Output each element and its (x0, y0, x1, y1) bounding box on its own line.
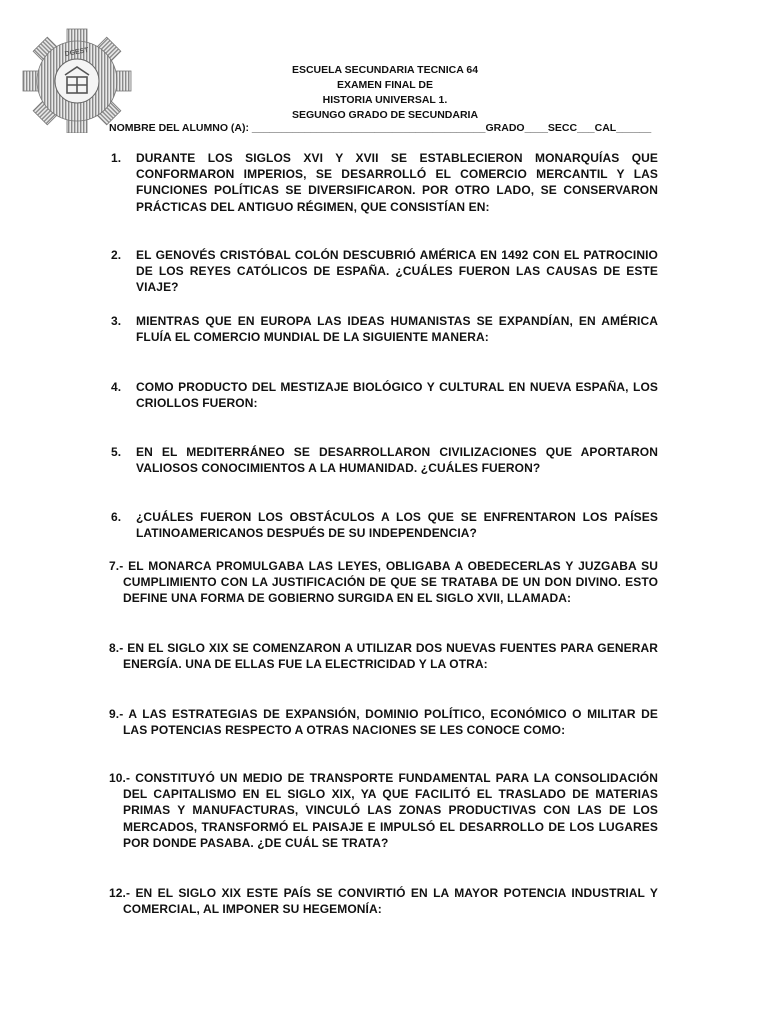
question-text: MIENTRAS QUE EN EUROPA LAS IDEAS HUMANISTAS SE EXPANDÍAN, EN AMÉRICA FLUÍA EL COMERCIO MUNDIAL DE LA SIGUIENTE MANERA: (136, 314, 658, 345)
question-text: COMO PRODUCTO DEL MESTIZAJE BIOLÓGICO Y CULTURAL EN NUEVA ESPAÑA, LOS CRIOLLOS FUERON: (136, 380, 658, 411)
question-12 (109, 885, 658, 917)
subject-title: HISTORIA UNIVERSAL 1. (322, 94, 448, 106)
question-number: 4. (111, 380, 122, 394)
question-3 (111, 313, 658, 345)
question-5 (111, 444, 658, 476)
school-name: ESCUELA SECUNDARIA TECNICA 64 (291, 64, 479, 76)
question-8 (109, 640, 658, 672)
question-10 (109, 770, 658, 851)
question-text: DURANTE LOS SIGLOS XVI Y XVII SE ESTABLECIERON MONARQUÍAS QUE CONFORMARON IMPERIOS, SE DESARROLLÓ EL COMERCIO MERCANTIL Y LAS FUNCIONES POLÍTICAS SE DIVERSIFICARON. POR OTRO LADO, SE CONSERVARON PRÁCTICAS DEL ANTIGUO RÉGIMEN, QUE CONSISTÍAN EN: (136, 151, 658, 214)
question-text: EN EL SIGLO XIX SE COMENZARON A UTILIZAR DOS NUEVAS FUENTES PARA GENERAR ENERGÍA. UNA DE ELLAS FUE LA ELECTRICIDAD Y LA OTRA: (123, 641, 658, 672)
question-number: 3. (111, 314, 122, 328)
question-text: CONSTITUYÓ UN MEDIO DE TRANSPORTE FUNDAMENTAL PARA LA CONSOLIDACIÓN DEL CAPITALISMO EN EL SIGLO XIX, YA QUE FACILITÓ EL TRASLADO DE MATERIAS PRIMAS Y MANUFACTURAS, VINCULÓ LAS ZONAS PRODUCTIVAS CON LAS DE LOS MERCADOS, TRANSFORMÓ EL PAISAJE E IMPULSÓ EL DESARROLLO DE LOS LUGARES POR DONDE PASABA. ¿DE CUÁL SE TRATA? (123, 771, 658, 850)
question-number: 10.- (109, 771, 131, 785)
question-number: 7.- (109, 559, 124, 573)
question-text: EL MONARCA PROMULGABA LAS LEYES, OBLIGABA A OBEDECERLAS Y JUZGABA SU CUMPLIMIENTO CON LA JUSTIFICACIÓN DE QUE SE TRATABA DE UN DON DIVINO. ESTO DEFINE UNA FORMA DE GOBIERNO SURGIDA EN EL SIGLO XVII, LLAMADA: (123, 559, 658, 606)
question-7 (109, 558, 658, 607)
question-1 (111, 150, 658, 215)
question-text: ¿CUÁLES FUERON LOS OBSTÁCULOS A LOS QUE SE ENFRENTARON LOS PAÍSES LATINOAMERICANOS DESPUÉS DE SU INDEPENDENCIA? (136, 510, 658, 541)
question-text: EN EL SIGLO XIX ESTE PAÍS SE CONVIRTIÓ EN LA MAYOR POTENCIA INDUSTRIAL Y COMERCIAL, AL IMPONER SU HEGEMONÍA: (123, 886, 659, 917)
question-9 (109, 706, 658, 738)
question-4 (111, 379, 658, 411)
grade-title: SEGUNGO GRADO DE SECUNDARIA (291, 109, 479, 121)
question-6 (111, 509, 658, 541)
question-number: 8.- (109, 641, 124, 655)
question-number: 12.- (109, 886, 131, 900)
question-number: 9.- (109, 707, 124, 721)
student-info-line: NOMBRE DEL ALUMNO (A): ________________________________________GRADO____SECC___CAL______ (109, 122, 652, 134)
question-number: 6. (111, 510, 122, 524)
question-text: EL GENOVÉS CRISTÓBAL COLÓN DESCUBRIÓ AMÉRICA EN 1492 CON EL PATROCINIO DE LOS REYES CATÓLICOS DE ESPAÑA. ¿CUÁLES FUERON LAS CAUSAS DE ESTE VIAJE? (136, 248, 658, 295)
exam-header (200, 63, 570, 123)
question-number: 2. (111, 248, 122, 262)
exam-title: EXAMEN FINAL DE (336, 79, 434, 91)
question-number: 1. (111, 151, 122, 165)
question-number: 5. (111, 445, 122, 459)
school-logo (22, 28, 132, 133)
question-2 (111, 247, 658, 296)
question-text: A LAS ESTRATEGIAS DE EXPANSIÓN, DOMINIO POLÍTICO, ECONÓMICO O MILITAR DE LAS POTENCIAS RESPECTO A OTRAS NACIONES SE LES CONOCE COMO: (123, 707, 658, 738)
question-text: EN EL MEDITERRÁNEO SE DESARROLLARON CIVILIZACIONES QUE APORTARON VALIOSOS CONOCIMIENTOS A LA HUMANIDAD. ¿CUÁLES FUERON? (136, 445, 658, 476)
logo-text: DGEST (64, 46, 90, 59)
